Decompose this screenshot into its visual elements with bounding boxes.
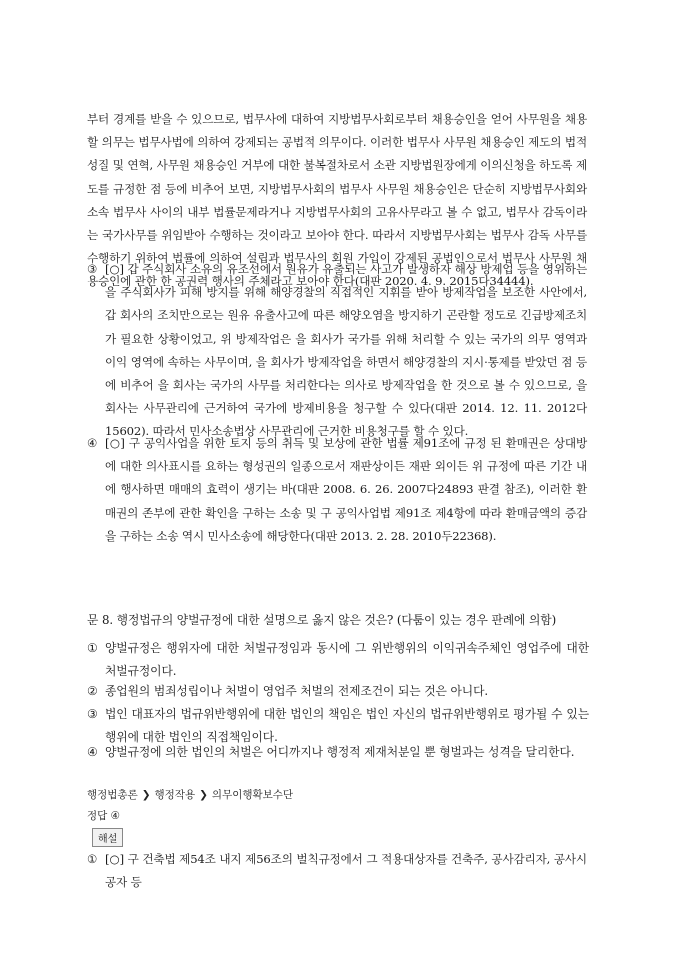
option-text: 종업원의 범죄성립이나 처벌이 영업주 처벌의 전제조건이 되는 것은 아니다.	[105, 684, 489, 698]
option-marker: ④	[87, 745, 98, 759]
item-text: [○] 구 공익사업을 위한 토지 등의 취득 및 보상에 관한 법률 제91조에 규정 된 환매권은 상대방에 대한 의사표시를 요하는 형성권의 일종으로서 재판상이든 재판 외이든 위 규정에 따른 기간 내에 행사하면 매매의 효력이 생기는 바(대판 2008. 6. 26. 2007다24893 판결 참조), 이러한 환매권의 존부에 관한 확인을 구하는 소송 및 구 공익사업법 제91조 제4항에 따라 환매금액의 증감을 구하는 소송 역시 민사소송에 해당한다(대판 2013. 2. 28. 2010두22368).	[105, 436, 587, 543]
option-marker: ③	[87, 707, 98, 721]
question-option-1	[87, 637, 589, 683]
answer-label: 정답 ④	[87, 810, 121, 822]
chevron-right-icon: ❯	[141, 789, 151, 801]
breadcrumb-item[interactable]: 의무이행확보수단	[211, 789, 294, 801]
chevron-right-icon: ❯	[199, 789, 208, 801]
option-text: 양벌규정은 행위자에 대한 처벌규정임과 동시에 그 위반행위의 이익귀속주체인 영업주에 대한 처벌규정이다.	[105, 641, 589, 678]
question-stem: 문 8. 행정법규의 양벌규정에 대한 설명으로 옳지 않은 것은? (다툼이 있는 경우 판례에 의함)	[87, 613, 557, 627]
breadcrumb-item[interactable]: 행정작용	[154, 789, 196, 801]
item-text: [○] 구 건축법 제54조 내지 제56조의 벌칙규정에서 그 적용대상자를 건축주, 공사감리자, 공사시공자 등	[105, 852, 587, 890]
question-option-4	[87, 741, 589, 764]
item-marker: ③	[87, 262, 98, 276]
breadcrumb	[87, 787, 293, 802]
option-marker: ②	[87, 684, 98, 698]
question-option-2	[87, 680, 589, 703]
explanation-item-1	[87, 848, 587, 894]
option-text: 양벌규정에 의한 법인의 처벌은 어디까지나 행정적 제재처분일 뿐 형벌과는 성격을 달리한다.	[105, 745, 575, 759]
item-marker: ④	[87, 436, 98, 450]
item-marker: ①	[87, 852, 98, 866]
item-text: [○] 갑 주식회사 소유의 유조선에서 원유가 유출되는 사고가 발생하자 해상 방제업 등을 영위하는 을 주식회사가 피해 방지를 위해 해양경찰의 직접적인 지휘를 받아 방제작업을 보조한 사안에서, 갑 회사의 조치만으로는 원유 유출사고에 따른 해양오염을 방지하기 곤란할 정도로 긴급방제조치가 필요한 상황이었고, 위 방제작업은 을 회사가 국가를 위해 처리할 수 있는 국가의 의무 영역과 이익 영역에 속하는 사무이며, 을 회사가 방제작업을 하면서 해양경찰의 지시·통제를 받았던 점 등에 비추어 을 회사는 국가의 사무를 처리한다는 의사로 방제작업을 한 것으로 볼 수 있으므로, 을 회사는 사무관리에 근거하여 국가에 방제비용을 청구할 수 있다(대판 2014. 12. 11. 2012다15602). 따라서 민사소송법상 사무관리에 근거한 비용청구를 할 수 있다.	[105, 262, 587, 439]
breadcrumb-item[interactable]: 행정법총론	[87, 789, 138, 801]
explanation-button[interactable]: 해설	[92, 828, 123, 847]
prior-explanation-continuation: 부터 경계를 받을 수 있으므로, 법무사에 대하여 지방법무사회로부터 채용승인을 얻어 사무원을 채용할 의무는 법무사법에 의하여 강제되는 공법적 의무이다. 이러한 법무사 사무원 채용승인 제도의 법적 성질 및 연혁, 사무원 채용승인 거부에 대한 불복절차로서 소관 지방법원장에게 이의신청을 하도록 제도를 규정한 점 등에 비추어 보면, 지방법무사회의 법무사 사무원 채용승인은 단순히 지방법무사회와 소속 법무사 사이의 내부 법률문제라거나 지방법무사회의 고유사무라고 볼 수 없고, 법무사 감독이라는 국가사무를 위임받아 수행하는 것이라고 보아야 한다. 따라서 지방법무사회는 법무사 감독 사무를 수행하기 위하여 법률에 의하여 설립과 법무사의 회원 가입이 강제된 공법인으로서 법무사 사무원 채용승인에 관한 한 공권력 행사의 주체라고 보아야 한다(대판 2020. 4. 9. 2015다34444).	[87, 112, 587, 289]
option-marker: ①	[87, 641, 98, 655]
explanation-item-4	[87, 432, 587, 548]
explanation-item-3	[87, 258, 587, 444]
option-text: 법인 대표자의 법규위반행위에 대한 법인의 책임은 법인 자신의 법규위반행위로 평가될 수 있는 행위에 대한 법인의 직접책임이다.	[105, 707, 589, 744]
